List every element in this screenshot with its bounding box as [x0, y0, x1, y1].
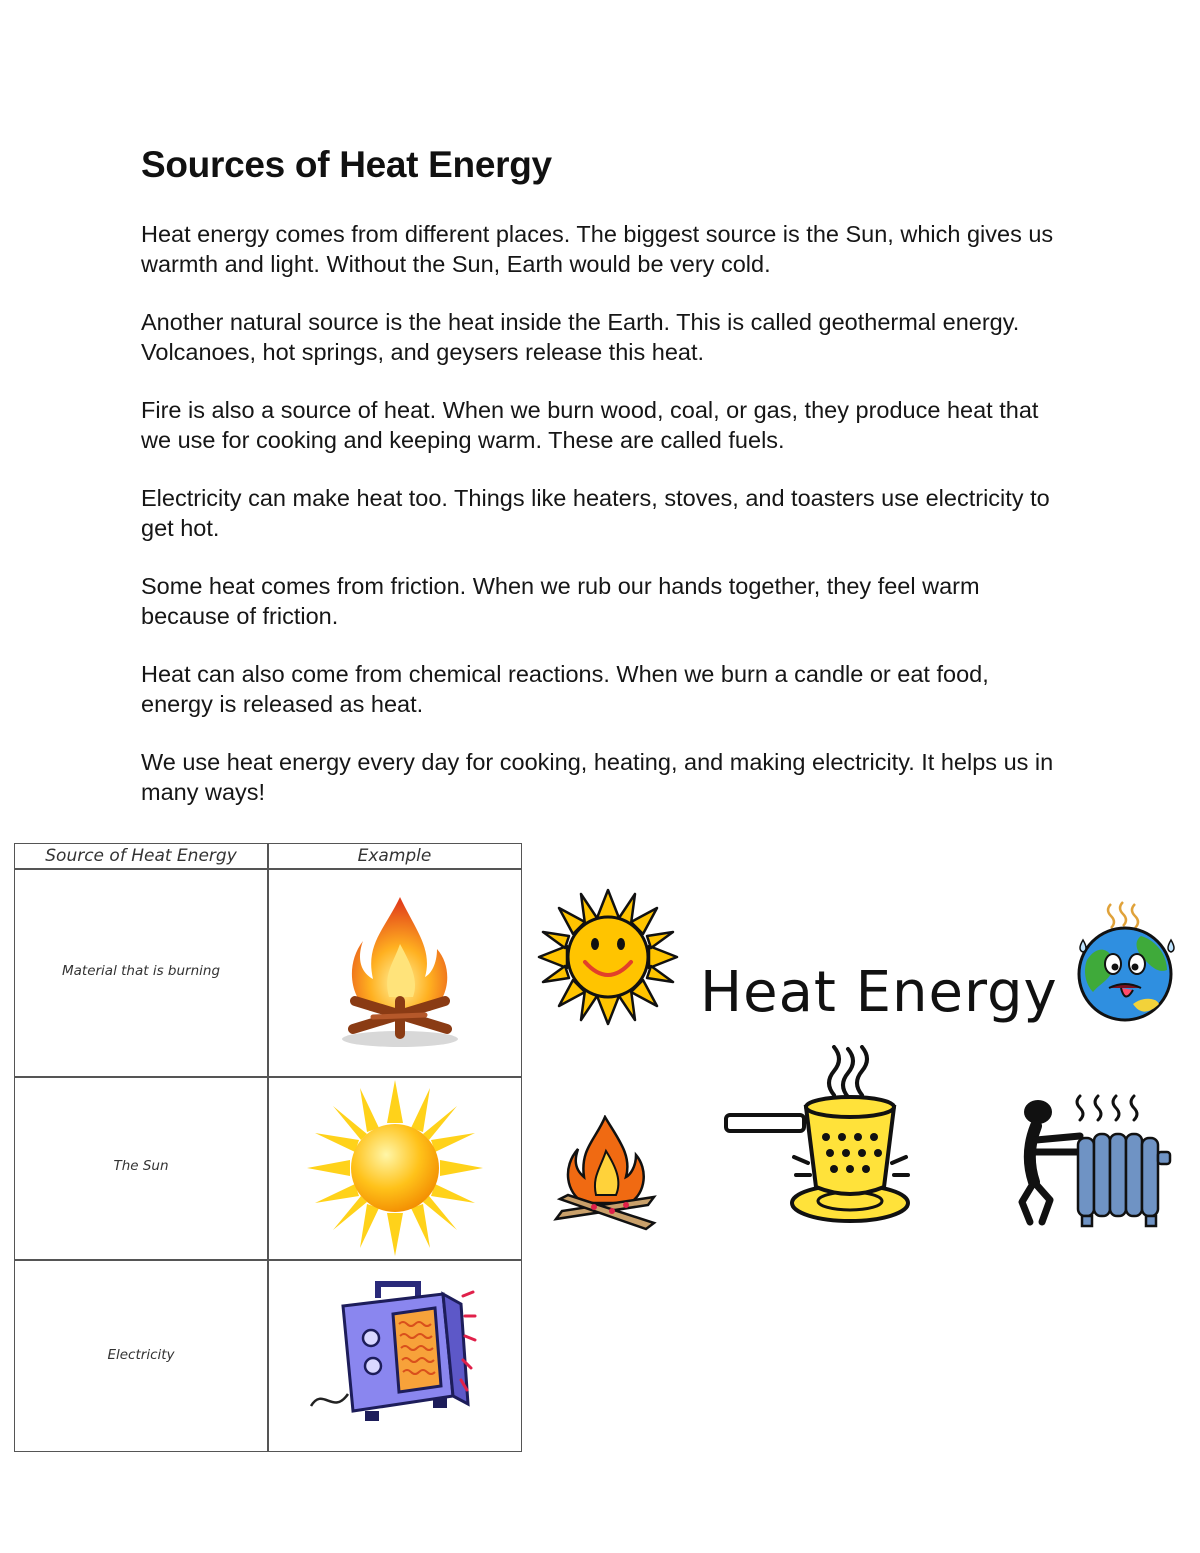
table-cell-source: The Sun — [113, 1158, 169, 1174]
paragraph-sun: Heat energy comes from different places. The biggest source is the Sun, which gives us warmth and light. Without the Sun, Earth would be very cold. — [141, 221, 1054, 277]
paragraph-fire: Fire is also a source of heat. When we burn wood, coal, or gas, they produce heat that we use for cooking and keeping warm. These are called fuels. — [141, 397, 1039, 453]
table-cell-source: Electricity — [107, 1347, 175, 1363]
paragraph-summary: We use heat energy every day for cooking, heating, and making electricity. It helps us in many ways! — [141, 749, 1054, 805]
table-divider — [267, 844, 269, 1451]
paragraph-friction: Some heat comes from friction. When we rub our hands together, they feel warm because of friction. — [141, 573, 980, 629]
sun-icon — [305, 1078, 485, 1258]
paragraph-geothermal: Another natural source is the heat inside the Earth. This is called geothermal energy. Volcanoes, hot springs, and geysers release this heat. — [141, 309, 1020, 365]
page-title: Sources of Heat Energy — [141, 144, 552, 185]
campfire-icon — [325, 889, 475, 1049]
smiling-sun-icon — [537, 888, 679, 1026]
cooking-pot-icon — [722, 1045, 922, 1230]
table-header-source: Source of Heat Energy — [45, 846, 237, 866]
person-at-radiator-icon — [1010, 1090, 1175, 1232]
heat-sources-table — [14, 843, 522, 1452]
table-divider — [15, 1259, 521, 1261]
heat-energy-label: Heat Energy — [700, 960, 1058, 1025]
space-heater-icon — [303, 1276, 478, 1436]
table-cell-source: Material that is burning — [61, 963, 221, 979]
hot-earth-icon — [1063, 900, 1189, 1024]
small-campfire-icon — [550, 1115, 660, 1233]
paragraph-chemical: Heat can also come from chemical reactions. When we burn a candle or eat food, energy is released as heat. — [141, 661, 989, 717]
paragraph-electricity: Electricity can make heat too. Things like heaters, stoves, and toasters use electricity to get hot. — [141, 485, 1050, 541]
table-header-example: Example — [357, 846, 432, 866]
article-body — [141, 220, 1061, 836]
